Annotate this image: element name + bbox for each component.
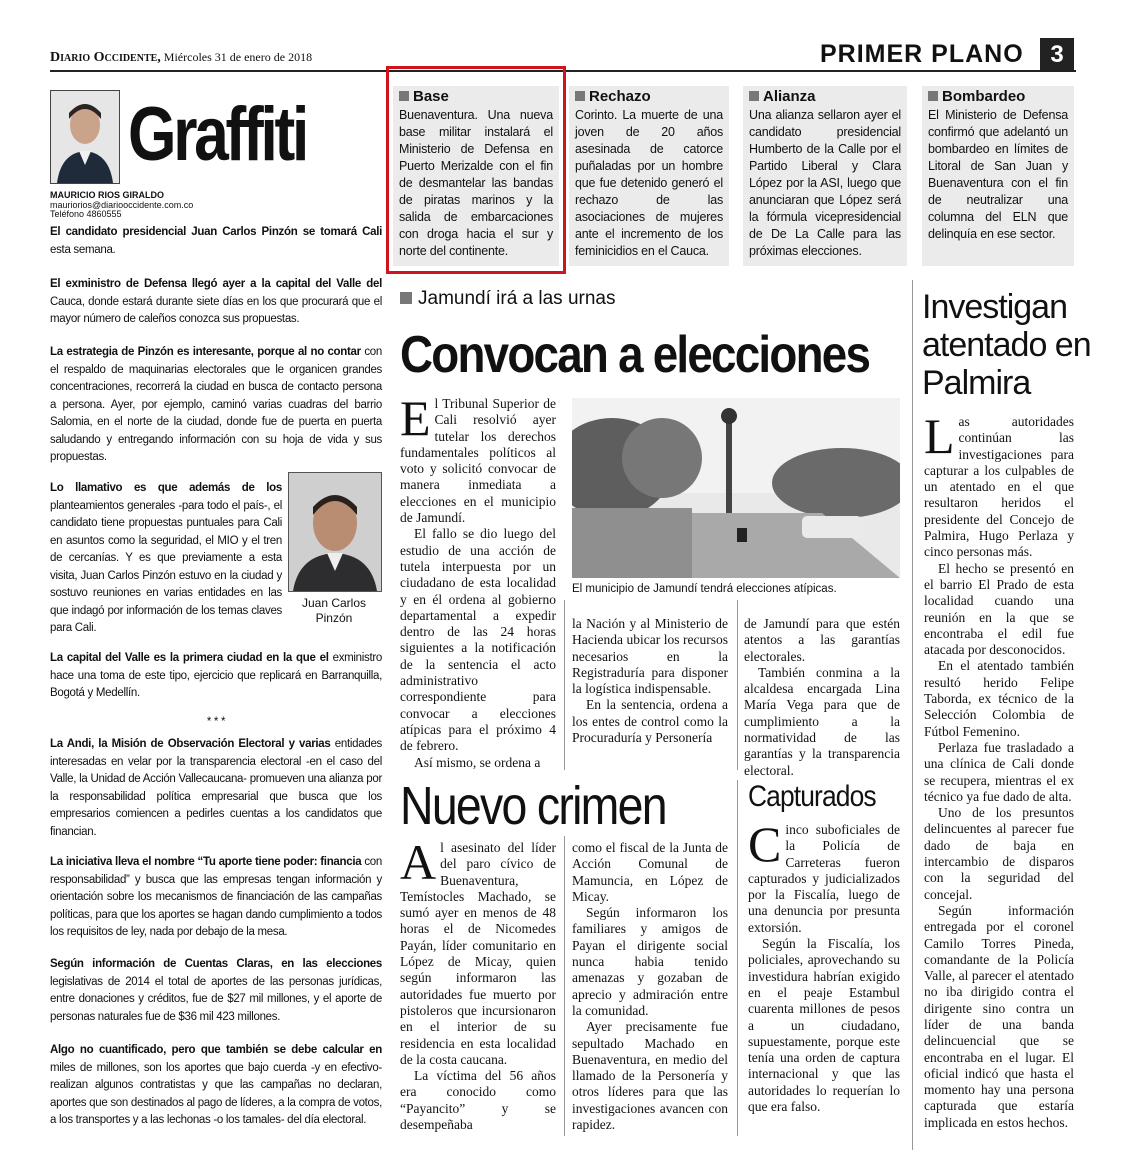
photo-caption: El municipio de Jamundí tendrá elecciones atípicas. [572,583,837,595]
author-phone: Teléfono 4860555 [50,209,122,219]
jamundi-photo [572,398,900,578]
dropcap: A [400,834,437,890]
palmira-body: Las autoridades continúan las investigaciones para capturar a los culpables de un atentado en el que resultaron heridos el presidente del Concejo de Palmira, Hugo Perlaza y cinco personas más. El hecho se presentó en el barrio El Prado de esta localidad cuando una reunión en la que se encontraba el edil fue atacada por desconocidos. En el atentado también resultó herido Felipe Taborda, ex técnico de la Selección Colombia de Fútbol Femenino. Perlaza fue trasladado a una clínica de Cali donde se recupera, mientras el ex técnico ya fue dado de alta. Uno de los presuntos delincuentes al parecer fue dado de baja en intercambio de disparos con la seguridad del concejal. Según información entregada por el coronel Camilo Torres Pineda, comandante de la Policía Valle, al parecer el atentado no iba dirigido contra el dirigente sino contra un líder de una banda delincuencial que se encontraba en el lugar. El oficial indicó que hasta el momento hay una persona capturada que estaría implicada en estos hechos. [924,408,1074,1130]
graffiti-paragraph: El candidato presidencial Juan Carlos Pinzón se tomará Cali esta semana. [50,226,382,256]
column-rule [564,600,565,770]
graffiti-paragraph: La iniciativa lleva el nombre “Tu aporte tiene poder: financia con responsabilidad” y busca que las empresas tengan información y orientación sobre los mecanismos de financiación de las campañas políticas, para que los aportes se hagan dando cumplimiento a todos los requisitos de ley, nada por debajo de la mesa. [50,856,382,938]
issue-date: Miércoles 31 de enero de 2018 [163,50,313,64]
brief-alianza: Alianza Una alianza sellaron ayer el candidato presidencial Humberto de la Calle por el Partido Liberal y Clara López por la ASI, luego que anunciaran que López será la fórmula vicepresidencial de De La Calle para las próximas elecciones. [743,86,907,266]
graffiti-paragraph: La capital del Valle es la primera ciudad en la que el exministro hace una toma de este tipo, ejercicio que replicará en Barranquilla, Bogotá y Medellín. [50,652,383,699]
section-title: PRIMER PLANO [820,40,1024,68]
author-name: MAURICIO RIOS GIRALDO [50,190,164,200]
story-kicker: Jamundí irá a las urnas [400,288,616,310]
highlight-box [386,66,566,274]
brief-base: Base Buenaventura. Una nueva base militar instalará el Ministerio de Defensa en Puerto Merizalde con el fin de desmantelar las bandas de piratas marinos y la salida de embarcaciones con droga hacia el sur y norte del continente. [393,86,559,266]
brief-bombardeo: Bombardeo El Ministerio de Defensa confirmó que adelantó un bombardeo en límites de Litoral de San Juan y Buenaventura con el fin de neutralizar una columna del ELN que delinquía en ese sector. [922,86,1074,266]
column-rule [912,280,913,1150]
masthead [50,50,312,66]
author-email: mauriorios@diariooccidente.com.co [50,200,194,210]
graffiti-paragraph: El exministro de Defensa llegó ayer a la capital del Valle del Cauca, donde estará durante siete días en los que procurará que el mayor número de caleños conozca sus propuestas. [50,278,382,325]
crimen-col-1: Al asesinato del líder del paro cívico de Buenaventura, Temístocles Machado, se sumó ayer en menos de 48 horas el de Nicomedes Payán, líder comunitario en López de Micay, quien según informaron las autoridades fue muerto por pistoleros que incursionaron en el interior de su residencia en esta localidad de la costa caucana. La víctima del 56 años era conocido como “Payancito” y se desempeñaba [400,834,556,1133]
column-rule [737,600,738,770]
main-headline: Convocan a elecciones [400,326,870,384]
graffiti-paragraph: La estrategia de Pinzón es interesante, porque al no contar con el respaldo de maquinarias electorales que le organicen grandes concentraciones, recorrerá la ciudad en busca de contacto persona a persona. Ayer, por ejemplo, caminó varias cuadras del barrio Salomia, en el norte de la ciudad, donde fue de puerta en puerta saludando y entregando información con su hoja de vida y sus propuestas. [50,346,382,463]
photo-caption: Juan Carlos Pinzón [301,596,367,625]
page-number: 3 [1040,38,1074,72]
crimen-col-2: como el fiscal de la Junta de Acción Comunal de Mamuncia, en López de Micay. Según informaron los familiares y amigos de Payan el dirigente social nunca habia tenido amenazas y gozaban de aprecio y admiración entre la comunidad. Ayer precisamente fue sepultado Machado en Buenaventura, en medio del llamado de la Personería y otros líderes para que las investigaciones avancen con rapidez. [572,840,728,1133]
author-photo [50,90,120,184]
main-col-3: de Jamundí para que estén atentos a las garantías electorales. También conmina a la alcaldesa encargada Lina María Vega para que de cumplimiento a la normatividad de las garantías y la transparencia electoral. [744,616,900,778]
capturados-body: Cinco suboficiales de la Policía de Carreteras fueron capturados y judicializados por la Fiscalía, luego de una denuncia por presunta extorsión. Según la Fiscalía, los policiales, aprovechando su investidura habrían exigido en el peaje Estambul cuarenta millones de pesos a un ciudadano, supuestamente, porque este tenía una orden de captura internacional y que las autoridades lo requerían lo que era falso. [748,816,900,1115]
palmira-headline: Investigan atentado en Palmira [922,288,1091,402]
graffiti-paragraph: La Andi, la Misión de Observación Electoral y varias entidades interesadas en velar por la transparencia electoral -en el caso del Valle, la Unidad de Acción Vallecaucana- promueven una alianza por la responsabilidad política empresarial que busca que los empresarios comiencen a pedirles cuentas a los candidatos que financian. [50,738,382,838]
graffiti-paragraph: Algo no cuantificado, pero que también se debe calcular en miles de millones, son los aportes que bajo cuerda -y en efectivo- realizan algunos contratistas y que las campañas no declaran, aportes que son destinados al pago de líderes, a la compra de votos, a los transportes y a las lechonas -o los tamales- del día electoral. [50,1044,382,1126]
column-title: Graffiti [128,92,307,177]
brief-rechazo: Rechazo Corinto. La muerte de una joven de 20 años asesinada de catorce puñaladas por un hombre que fue detenido generó el rechazo de las asociaciones de mujeres ante el incremento de los feminicidios en el Cauca. [569,86,729,266]
column-rule [737,780,738,1136]
brand-name: Diario Occidente, [50,50,161,65]
separator-asterisks: * * * [206,716,226,728]
dropcap: C [748,816,782,872]
dropcap: E [400,390,431,446]
main-col-2: la Nación y al Ministerio de Hacienda ubicar los recursos necesarios en la Registraduría para disponer la logística indispensable. En la sentencia, ordena a los entes de control como la Procuraduría y Personería [572,616,728,746]
square-icon [575,91,585,101]
square-icon [928,91,938,101]
capturados-headline: Capturados [748,780,876,813]
crimen-headline: Nuevo crimen [400,776,666,836]
main-col-1: El Tribunal Superior de Cali resolvió ayer tutelar los derechos fundamentales políticos al voto y solicitó convocar de manera inmediata a elecciones en el municipio de Jamundí. El fallo se dio luego del estudio de una acción de tutela interpuesta por un ciudadano de esta localidad y en él ordena al gobierno departamental a expedir dentro de las 24 horas siguientes a la notificación de la sentencia el acto administrativo correspondiente para convocar a elecciones atípicas para el próximo 4 de febrero. Así mismo, se ordena a [400,390,556,770]
column-rule [564,836,565,1136]
square-icon [749,91,759,101]
graffiti-paragraph: Según información de Cuentas Claras, en las elecciones legislativas de 2014 el total de aportes de las personas jurídicas, entre donaciones y créditos, fue de $27 mil millones, y el aporte de personas naturales fue de $36 mil 423 millones. [50,958,382,1023]
dropcap: L [924,408,955,464]
square-icon [400,292,412,304]
pinzon-photo [288,472,382,592]
graffiti-paragraph: Lo llamativo es que además de los planteamientos generales -para todo el país-, el candidato tiene propuestas puntuales para Cali en asuntos como la seguridad, el MIO y el tren de cercanías. Y es que previamente a esta visita, Juan Carlos Pinzón estuvo en la ciudad y sostuvo reuniones en varias entidades en las que indagó por información de los temas claves para Cali. [50,482,282,634]
